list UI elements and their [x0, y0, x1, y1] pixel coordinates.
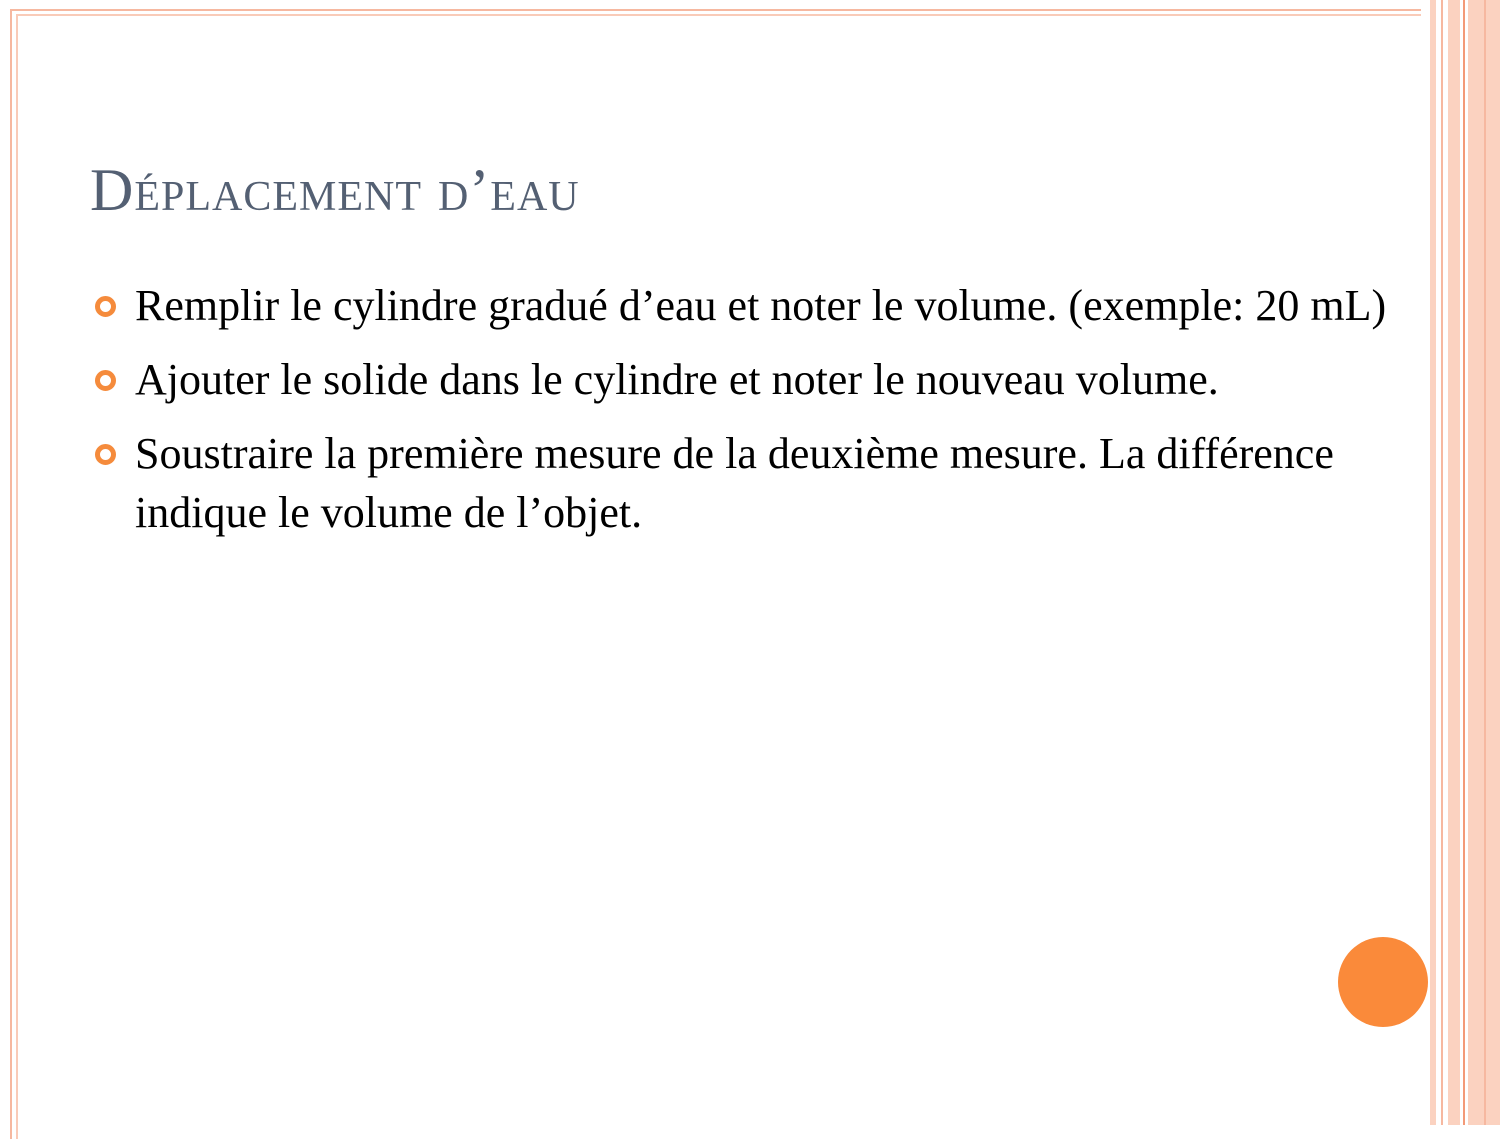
bullet-list [90, 276, 1420, 557]
bullet-item [90, 424, 1420, 542]
ring-bullet-icon [95, 444, 116, 465]
orange-circle-decoration [1338, 937, 1428, 1027]
bullet-text: Ajouter le solide dans le cylindre et noter le nouveau volume. [135, 355, 1219, 404]
decorative-stripe [1430, 0, 1436, 1125]
decorative-stripe [1463, 0, 1465, 1125]
bullet-item [90, 276, 1420, 335]
decorative-stripe [1441, 0, 1443, 1125]
decorative-stripe [1448, 0, 1460, 1125]
decorative-stripe [1484, 0, 1486, 1125]
ring-bullet-icon [95, 296, 116, 317]
bullet-text: Soustraire la première mesure de la deuxième mesure. La différence indique le volume de l’objet. [135, 429, 1334, 537]
bullet-item [90, 350, 1420, 409]
slide-title: Déplacement d’eau [90, 157, 580, 223]
bullet-text: Remplir le cylindre gradué d’eau et noter le volume. (exemple: 20 mL) [135, 281, 1387, 330]
ring-bullet-icon [95, 370, 116, 391]
